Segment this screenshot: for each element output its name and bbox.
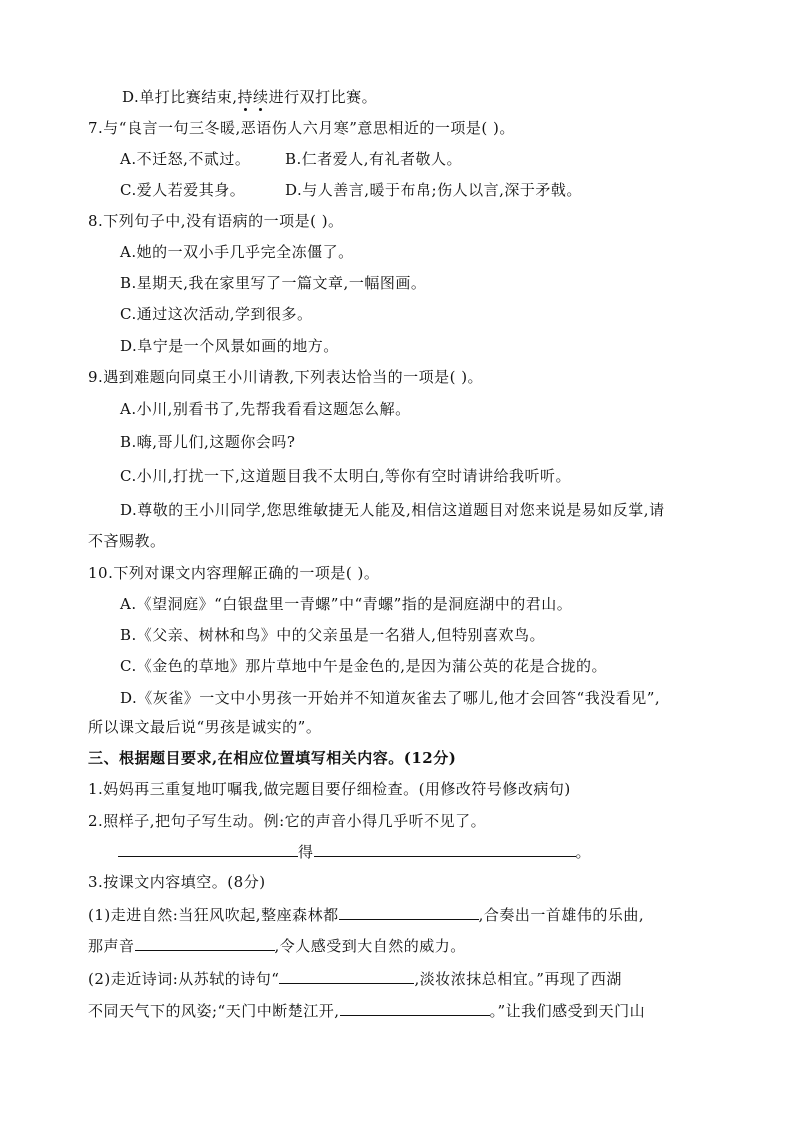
q10-option-d-line1: D.《灰雀》一文中小男孩一开始并不知道灰雀去了哪儿,他才会回答“我没看见”, [120, 689, 661, 707]
q10-option-a: A.《望洞庭》“白银盘里一青螺”中“青螺”指的是洞庭湖中的君山。 [120, 595, 573, 613]
q7-stem: 7.与“良言一句三冬暖,恶语伤人六月寒”意思相近的一项是( )。 [88, 119, 515, 137]
section3-q2-answer-line [118, 841, 591, 862]
emphasis-dot-char: 持 [237, 88, 254, 106]
q10-stem: 10.下列对课文内容理解正确的一项是( )。 [88, 564, 380, 582]
section3-q2: 2.照样子,把句子写生动。例:它的声音小得几乎听不见了。 [88, 812, 487, 830]
q10-option-d-line2: 所以课文最后说“男孩是诚实的”。 [88, 718, 322, 736]
q8-stem: 8.下列句子中,没有语病的一项是( )。 [88, 212, 344, 230]
q7-option-d: D.与人善言,暖于布帛;伤人以言,深于矛戟。 [285, 181, 582, 199]
q6-option-d [122, 87, 377, 107]
q2-mid-char: 得 [298, 843, 314, 861]
q6-option-d-text-pre: D.单打比赛结束, [122, 88, 238, 106]
q7-option-c: C.爱人若爱其身。 [120, 181, 246, 199]
q3-1-line2-post: ,令人感受到大自然的威力。 [274, 937, 466, 955]
section3-q3-2-line2 [88, 1000, 645, 1021]
q3-2-line1-post: ,淡妆浓抹总相宜。”再现了西湖 [414, 970, 622, 988]
q2-end-char: 。 [575, 843, 592, 861]
q3-1-line1-post: ,合奏出一首雄伟的乐曲, [478, 906, 645, 924]
q3-1-line1-pre: (1)走进自然:当狂风吹起,整座森林都 [88, 906, 339, 924]
q3-2-line1-pre: (2)走近诗词:从苏轼的诗句“ [88, 970, 280, 988]
q3-1-line2-pre: 那声音 [88, 937, 135, 955]
answer-blank[interactable] [314, 841, 576, 857]
q9-option-c: C.小川,打扰一下,这道题目我不太明白,等你有空时请讲给我听听。 [120, 467, 572, 485]
q7-option-b: B.仁者爱人,有礼者敬人。 [285, 150, 463, 168]
q10-option-c: C.《金色的草地》那片草地中午是金色的,是因为蒲公英的花是合拢的。 [120, 657, 607, 675]
q10-option-b: B.《父亲、树林和鸟》中的父亲虽是一名猎人,但特别喜欢鸟。 [120, 626, 546, 644]
q8-option-d: D.阜宁是一个风景如画的地方。 [120, 337, 339, 355]
section3-q1: 1.妈妈再三重复地叮嘱我,做完题目要仔细检查。(用修改符号修改病句) [88, 780, 571, 798]
section3-q3-1-line1 [88, 904, 644, 925]
q9-stem: 9.遇到难题向同桌王小川请教,下列表达恰当的一项是( )。 [88, 368, 484, 386]
emphasis-dot-char: 续 [253, 88, 269, 106]
q3-2-line2-post: 。”让我们感受到天门山 [489, 1002, 646, 1020]
answer-blank[interactable] [135, 935, 275, 951]
answer-blank[interactable] [118, 841, 298, 857]
q3-2-line2-pre: 不同天气下的风姿;“天门中断楚江开, [88, 1002, 340, 1020]
q8-option-b: B.星期天,我在家里写了一篇文章,一幅图画。 [120, 274, 427, 292]
q9-option-a: A.小川,别看书了,先帮我看看这题怎么解。 [120, 400, 411, 418]
q6-option-d-text-post: 进行双打比赛。 [268, 88, 378, 106]
q9-option-b: B.嗨,哥儿们,这题你会吗? [120, 433, 296, 451]
section3-heading: 三、根据题目要求,在相应位置填写相关内容。(12分) [88, 749, 457, 767]
q7-option-a: A.不迁怒,不贰过。 [120, 150, 251, 168]
q8-option-c: C.通过这次活动,学到很多。 [120, 305, 313, 323]
answer-blank[interactable] [279, 968, 414, 984]
answer-blank[interactable] [339, 904, 479, 920]
section3-q3: 3.按课文内容填空。(8分) [88, 873, 266, 891]
q9-option-d-line2: 不吝赐教。 [88, 532, 166, 550]
section3-q3-1-line2 [88, 935, 466, 956]
q8-option-a: A.她的一双小手几乎完全冻僵了。 [120, 243, 354, 261]
section3-q3-2-line1 [88, 968, 622, 989]
answer-blank[interactable] [340, 1000, 490, 1016]
q9-option-d-line1: D.尊敬的王小川同学,您思维敏捷无人能及,相信这道题目对您来说是易如反掌,请 [120, 501, 665, 519]
